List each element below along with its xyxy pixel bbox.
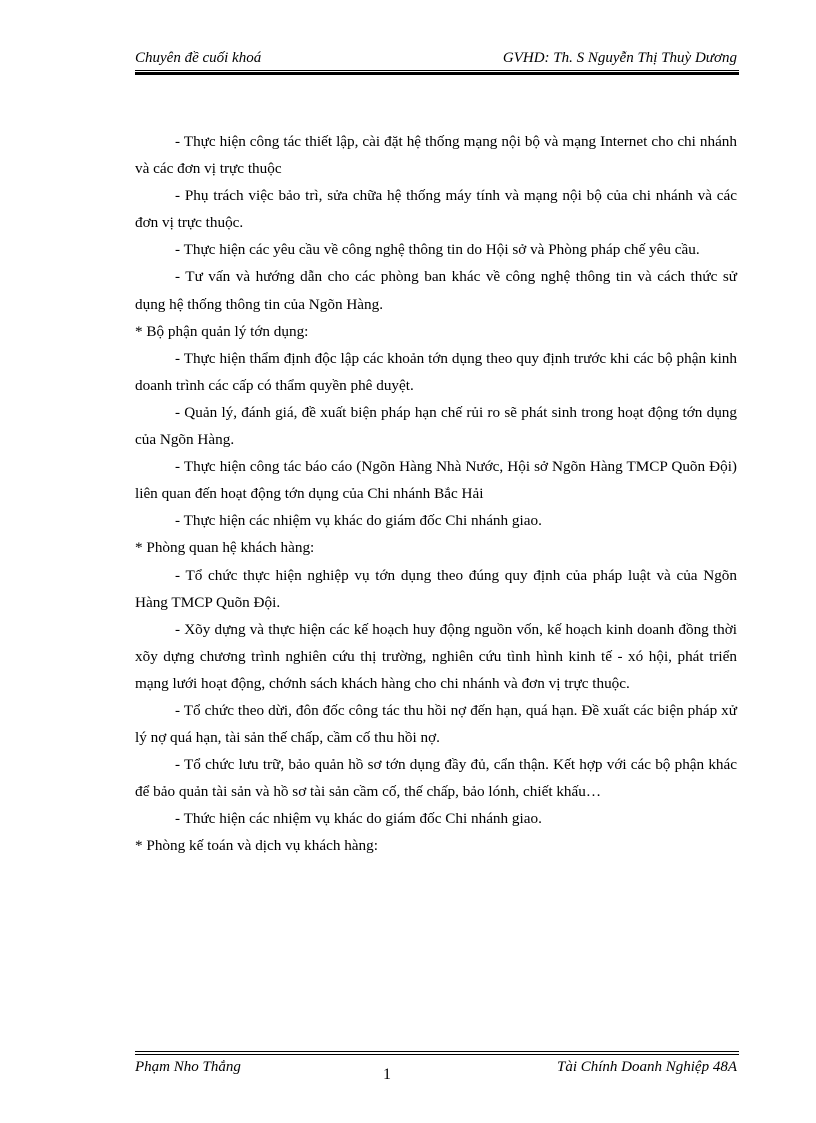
page-header (135, 50, 737, 70)
paragraph: - Thực hiện công tác báo cáo (Ngõn Hàng Nhà Nước, Hội sở Ngõn Hàng TMCP Quõn Đội) liên quan đến hoạt động tớn dụng của Chi nhánh Bắc Hải (135, 458, 737, 503)
footer-rule-thin-bottom (135, 1054, 739, 1055)
paragraph: - Thực hiện các yêu cầu về công nghệ thông tin do Hội sở và Phòng pháp chế yêu cầu. (175, 241, 700, 259)
paragraph: - Tổ chức thực hiện nghiệp vụ tớn dụng theo đúng quy định của pháp luật và của Ngõn Hàng TMCP Quõn Đội. (135, 566, 737, 611)
header-supervisor: GVHD: Th. S Nguyễn Thị Thuỳ Dương (502, 50, 737, 66)
paragraph: - Thực hiện các nhiệm vụ khác do giám đốc Chi nhánh giao. (175, 512, 542, 530)
page-number: 1 (383, 1066, 391, 1083)
paragraph: - Phụ trách việc bảo trì, sửa chữa hệ thống máy tính và mạng nội bộ của chi nhánh và các đơn vị trực thuộc. (135, 187, 737, 232)
paragraph: - Quản lý, đánh giá, đề xuất biện pháp hạn chế rủi ro sẽ phát sinh trong hoạt động tớn dụng của Ngõn Hàng. (135, 403, 737, 449)
section-heading: * Bộ phận quản lý tớn dụng: (135, 322, 309, 340)
paragraph: - Tổ chức lưu trữ, bảo quản hồ sơ tớn dụng đầy đủ, cẩn thận. Kết hợp với các bộ phận khác để bảo quản tài sản và hồ sơ tài sản cầm cố, thế chấp, bảo lónh, chiết khấu… (135, 756, 737, 801)
section-heading: * Phòng quan hệ khách hàng: (135, 539, 315, 557)
page-footer (135, 1059, 737, 1083)
paragraph: - Tư vấn và hướng dẫn cho các phòng ban khác về công nghệ thông tin và cách thức sử dụng hệ thống thông tin của Ngõn Hàng. (135, 268, 737, 313)
paragraph: - Thực hiện thẩm định độc lập các khoản tớn dụng theo quy định trước khi các bộ phận kinh doanh trình các cấp có thẩm quyền phê duyệt. (135, 349, 737, 394)
paragraph: - Xõy dựng và thực hiện các kế hoạch huy động nguồn vốn, kế hoạch kinh doanh đồng thời xõy dựng chương trình nghiên cứu thị trường, nghiên cứu tình hình kinh tế - xó hội, phát triển mạng lưới hoạt động, chớnh sách khách hàng cho chi nhánh và đơn vị trực thuộc. (135, 620, 737, 692)
document-body (135, 128, 737, 860)
paragraph: - Thực hiện công tác thiết lập, cài đặt hệ thống mạng nội bộ và mạng Internet cho chi nhánh và các đơn vị trực thuộc (135, 133, 737, 178)
header-rule-thick (135, 72, 739, 75)
header-course-title: Chuyên đề cuối khoá (135, 50, 262, 66)
paragraph: - Tổ chức theo dừi, đôn đốc công tác thu hồi nợ đến hạn, quá hạn. Đề xuất các biện pháp xử lý nợ quá hạn, tài sản thế chấp, cầm cố thu hồi nợ. (135, 701, 737, 747)
footer-program: Tài Chính Doanh Nghiệp 48A (556, 1059, 737, 1075)
paragraph: - Thức hiện các nhiệm vụ khác do giám đốc Chi nhánh giao. (175, 810, 542, 828)
footer-rule-thin-top (135, 1051, 739, 1052)
footer-author: Phạm Nho Thắng (135, 1059, 241, 1075)
header-rule-thin (135, 70, 739, 71)
section-heading: * Phòng kế toán và dịch vụ khách hàng: (135, 837, 378, 855)
